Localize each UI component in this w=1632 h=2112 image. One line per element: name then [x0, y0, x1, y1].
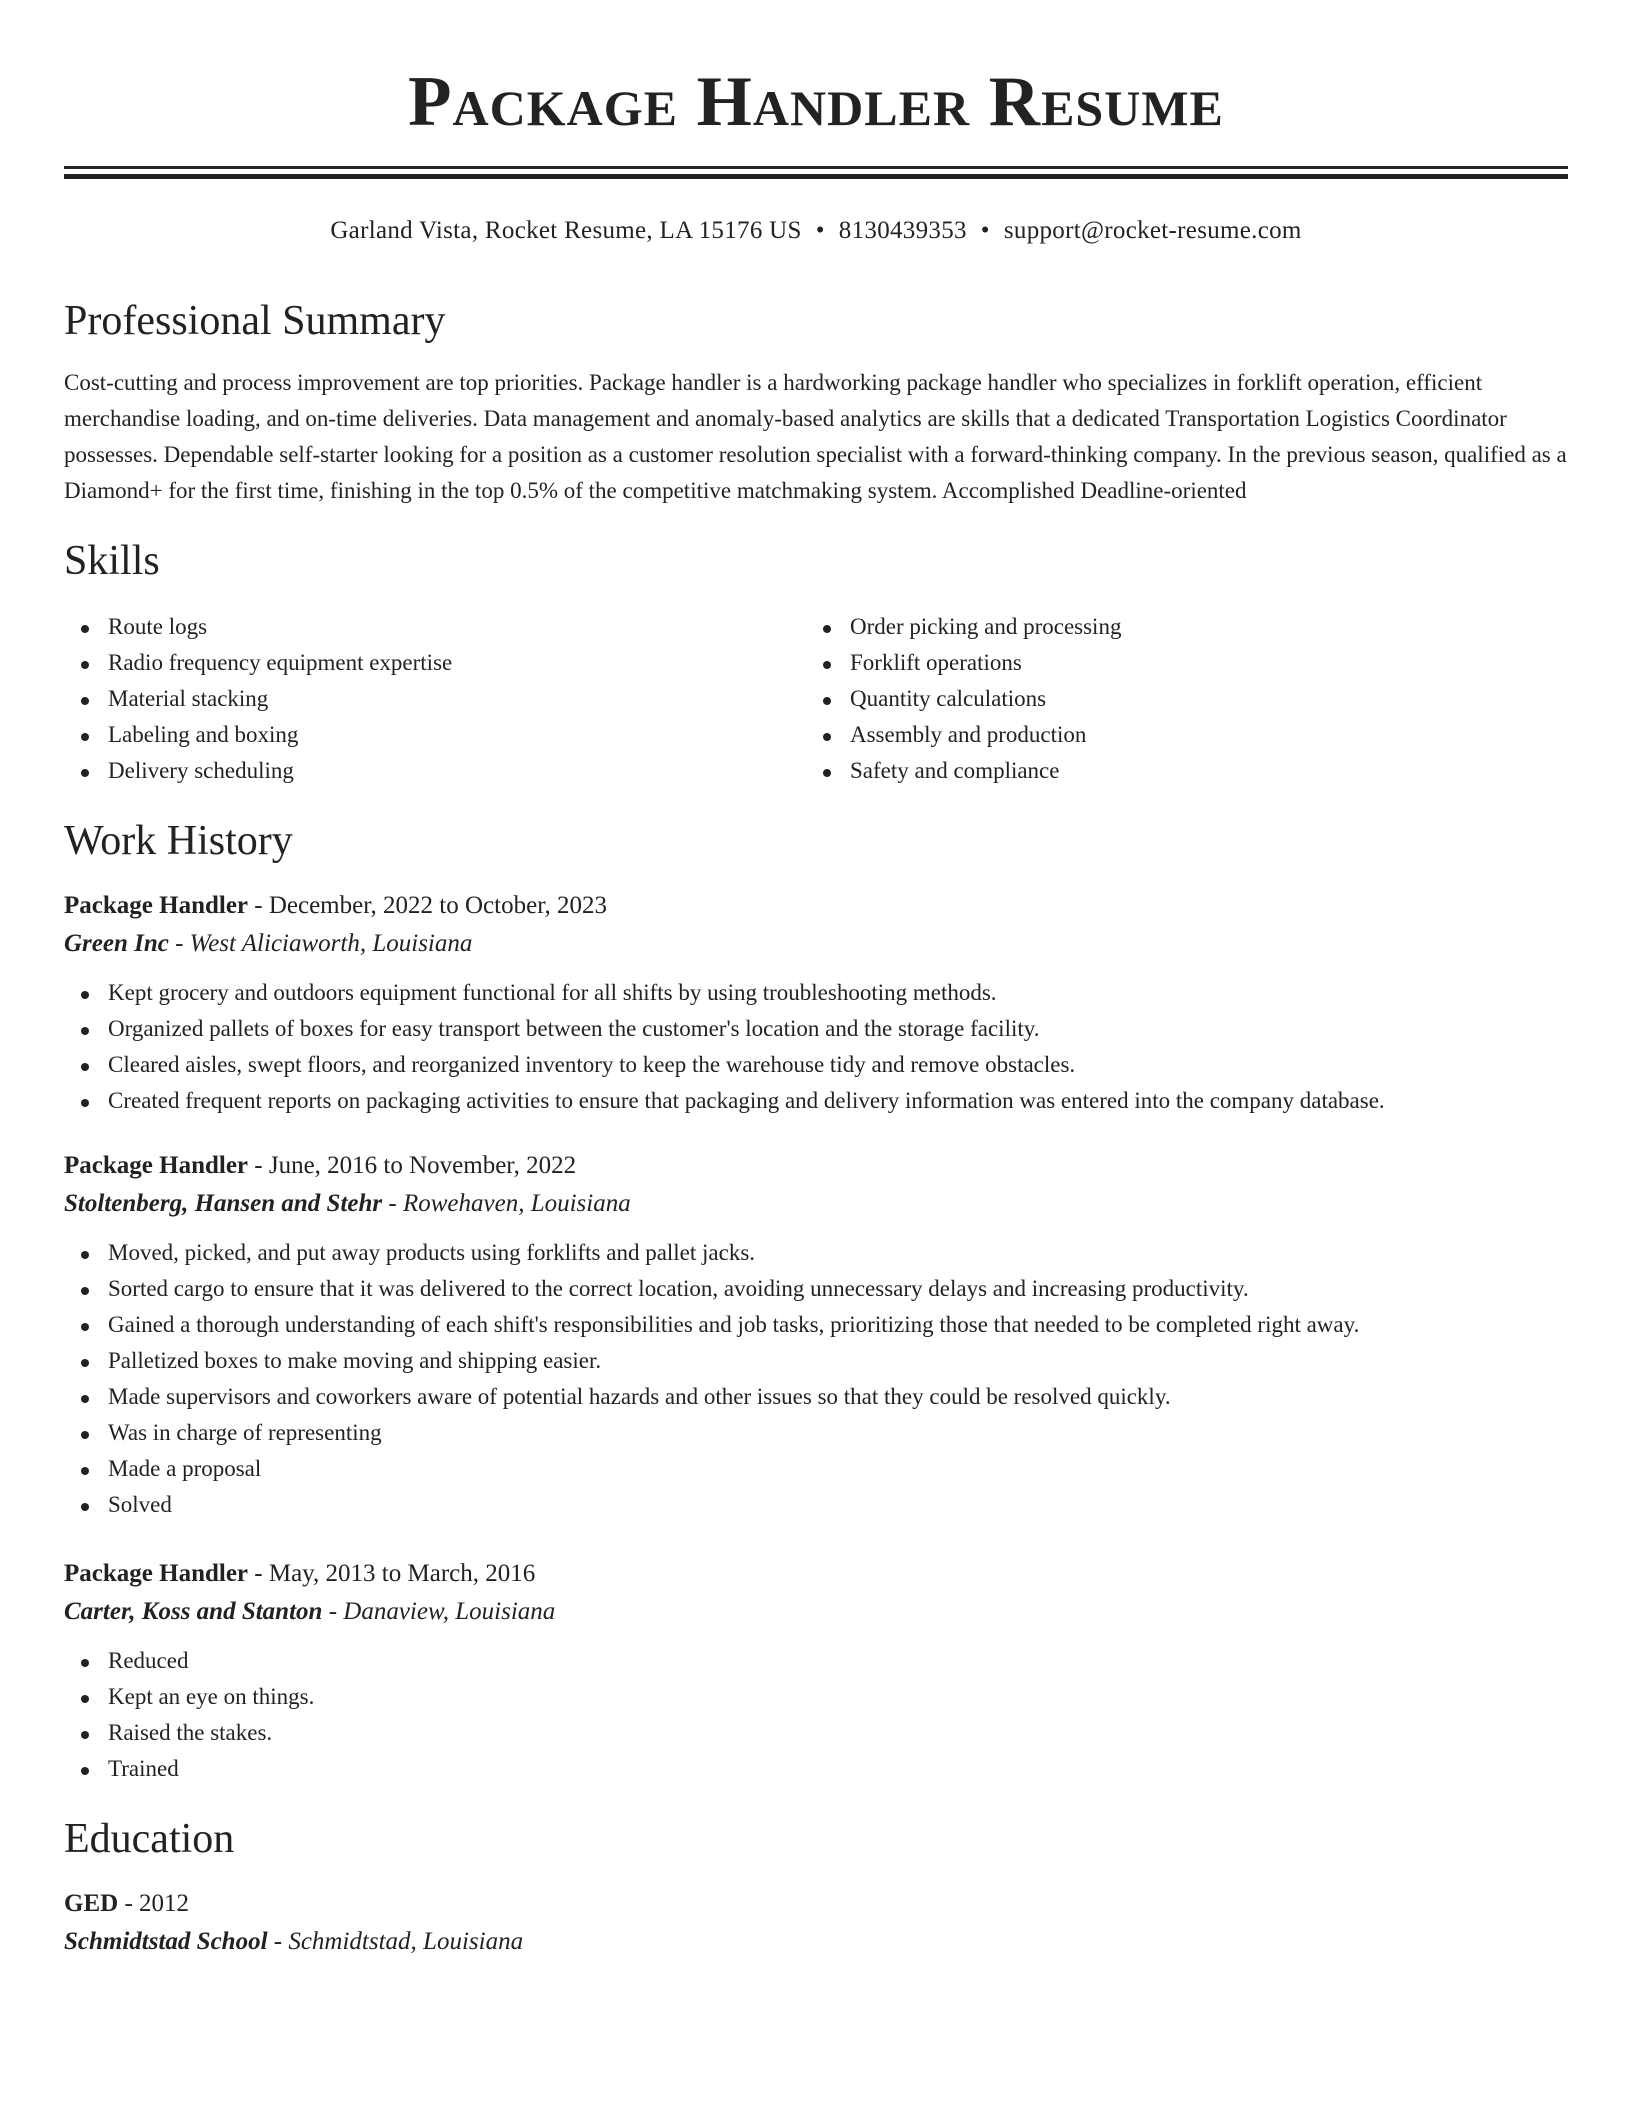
job-company: Carter, Koss and Stanton	[64, 1598, 323, 1625]
skill-item: Material stacking	[64, 681, 806, 717]
job-entry	[64, 1555, 1568, 1787]
job-bullets	[64, 975, 1568, 1119]
job-dates: - June, 2016 to November, 2022	[248, 1152, 577, 1179]
job-role: Package Handler	[64, 892, 249, 919]
contact-email: support@rocket-resume.com	[1003, 217, 1302, 244]
skill-item: Forklift operations	[806, 645, 1548, 681]
job-role: Package Handler	[64, 1560, 249, 1587]
list-item: Kept grocery and outdoors equipment functional for all shifts by using troubleshooting methods.	[64, 975, 1568, 1011]
skill-item: Labeling and boxing	[64, 717, 806, 753]
list-item: Kept an eye on things.	[64, 1679, 1568, 1715]
contact-address: Garland Vista, Rocket Resume, LA 15176 US	[330, 217, 802, 244]
skill-item: Route logs	[64, 609, 806, 645]
list-item: Trained	[64, 1751, 1568, 1787]
skills-list	[64, 609, 1568, 789]
job-entry	[64, 1147, 1568, 1523]
job-dates: - December, 2022 to October, 2023	[248, 892, 608, 919]
education-location: - Schmidtstad, Louisiana	[267, 1928, 524, 1955]
work-history-heading: Work History	[64, 818, 293, 864]
skill-item: Delivery scheduling	[64, 753, 806, 789]
job-role: Package Handler	[64, 1152, 249, 1179]
title-rule-thin	[64, 166, 1568, 169]
list-item: Solved	[64, 1487, 1568, 1523]
job-entry	[64, 887, 1568, 1119]
education-heading: Education	[64, 1816, 235, 1862]
list-item: Cleared aisles, swept floors, and reorganized inventory to keep the warehouse tidy and remove obstacles.	[64, 1047, 1568, 1083]
job-bullets	[64, 1643, 1568, 1787]
list-item: Moved, picked, and put away products using forklifts and pallet jacks.	[64, 1235, 1568, 1271]
job-bullets	[64, 1235, 1568, 1523]
education-school-line	[64, 1923, 1568, 1961]
resume-title: Package Handler Resume	[408, 63, 1224, 141]
list-item: Was in charge of representing	[64, 1415, 1568, 1451]
list-item: Raised the stakes.	[64, 1715, 1568, 1751]
list-item: Made a proposal	[64, 1451, 1568, 1487]
contact-line	[64, 213, 1568, 249]
job-company: Green Inc	[64, 930, 169, 957]
job-title-line	[64, 887, 1568, 925]
job-location: - West Aliciaworth, Louisiana	[168, 930, 473, 957]
list-item: Sorted cargo to ensure that it was delivered to the correct location, avoiding unnecessary delays and increasing productivity.	[64, 1271, 1568, 1307]
skill-item: Order picking and processing	[806, 609, 1548, 645]
job-dates: - May, 2013 to March, 2016	[248, 1560, 536, 1587]
summary-text: Cost-cutting and process improvement are top priorities. Package handler is a hardworking package handler who specializes in forklift operation, efficient merchandise loading, and on-time deliveries. Data management and anomaly-based analytics are skills that a dedicated Transportation Logistics Coordinator possesses. Dependable self-starter looking for a position as a customer resolution specialist with a forward-thinking company. In the previous season, qualified as a Diamond+ for the first time, finishing in the top 0.5% of the competitive matchmaking system. Accomplished Deadline-oriented	[64, 370, 1567, 503]
job-title-line	[64, 1147, 1568, 1185]
list-item: Palletized boxes to make moving and shipping easier.	[64, 1343, 1568, 1379]
summary-heading: Professional Summary	[64, 298, 446, 344]
job-company-line	[64, 925, 1568, 963]
education-school: Schmidtstad School	[64, 1928, 268, 1955]
job-location: - Rowehaven, Louisiana	[382, 1190, 631, 1217]
list-item: Made supervisors and coworkers aware of potential hazards and other issues so that they could be resolved quickly.	[64, 1379, 1568, 1415]
job-location: - Danaview, Louisiana	[322, 1598, 556, 1625]
job-company-line	[64, 1185, 1568, 1223]
education-degree-line	[64, 1885, 1568, 1923]
contact-phone: 8130439353	[838, 217, 967, 244]
job-company-line	[64, 1593, 1568, 1631]
skills-heading: Skills	[64, 538, 160, 584]
list-item: Organized pallets of boxes for easy transport between the customer's location and the storage facility.	[64, 1011, 1568, 1047]
skills-column-right	[806, 609, 1548, 789]
bullet-separator: •	[815, 217, 825, 244]
education-entry	[64, 1885, 1568, 1961]
title-rule-thick	[64, 174, 1568, 179]
skill-item: Quantity calculations	[806, 681, 1548, 717]
bullet-separator: •	[980, 217, 990, 244]
education-year: - 2012	[118, 1890, 190, 1917]
list-item: Reduced	[64, 1643, 1568, 1679]
list-item: Gained a thorough understanding of each shift's responsibilities and job tasks, prioritizing those that needed to be completed right away.	[64, 1307, 1568, 1343]
job-company: Stoltenberg, Hansen and Stehr	[64, 1190, 383, 1217]
job-title-line	[64, 1555, 1568, 1593]
skill-item: Assembly and production	[806, 717, 1548, 753]
skills-column-left	[64, 609, 806, 789]
skill-item: Safety and compliance	[806, 753, 1548, 789]
education-degree: GED	[64, 1890, 119, 1917]
list-item: Created frequent reports on packaging activities to ensure that packaging and delivery information was entered into the company database.	[64, 1083, 1568, 1119]
skill-item: Radio frequency equipment expertise	[64, 645, 806, 681]
